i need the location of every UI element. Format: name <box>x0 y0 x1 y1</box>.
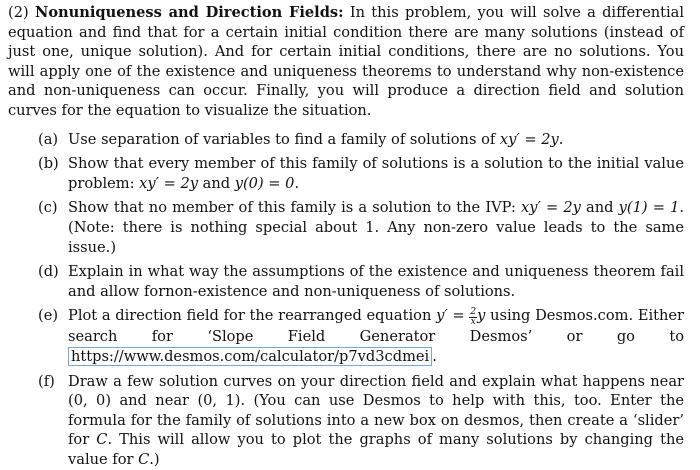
initial-condition: y(0) = 0 <box>234 174 295 192</box>
part-b <box>8 154 684 193</box>
part-label: (b) <box>38 155 59 173</box>
punct: . <box>558 130 564 148</box>
punct: . <box>679 199 684 217</box>
part-text-2: . (You can use Desmos to help with this, too. Enter the formula for the family of solutions into a new box on desmos, then create a ‘slider’ for <box>68 392 685 449</box>
constant-c: C <box>96 431 108 449</box>
initial-condition: y(1) = 1 <box>618 199 680 217</box>
equation: xy′ = 2y <box>139 174 198 192</box>
problem-intro: In this problem, you will solve a differential equation and find that for a certain initial condition there are many solutions (instead of just one, unique solution). And for certain initial conditions, there are no solutions. You will apply one of the existence and uniqueness theorems to understand why non-existence and non-uniqueness can occur. Finally, you will produce a direction field and solution curves for the equation to visualize the situation. <box>8 4 685 119</box>
part-text: Plot a direction field for the rearranged equation <box>68 307 432 325</box>
part-label: (e) <box>38 307 59 325</box>
part-text-and: and near <box>119 392 190 410</box>
part-d <box>8 262 684 301</box>
part-label: (a) <box>38 130 59 148</box>
conjunction: and <box>586 199 614 217</box>
problem-statement <box>8 3 684 121</box>
part-c <box>8 198 684 257</box>
punct: . <box>432 347 437 365</box>
desmos-link[interactable]: https://www.desmos.com/calculator/p7vd3cdmei <box>68 347 432 366</box>
punct: . <box>294 174 300 192</box>
part-text: Use separation of variables to find a family of solutions of <box>68 130 496 148</box>
part-text-4: .) <box>149 450 160 468</box>
part-a <box>8 130 684 150</box>
fraction-numerator: 2 <box>470 307 477 318</box>
conjunction: and <box>202 174 231 192</box>
part-label: (d) <box>38 263 59 281</box>
part-text: Explain in what way the assumptions of the existence and uniqueness theorem fail and allow fornon-existence and non-uniqueness of solutions. <box>68 263 684 300</box>
equation: xy′ = 2y <box>521 199 581 217</box>
part-note: (Note: there is nothing special about 1. Any non-zero value leads to the same issue.) <box>68 218 684 256</box>
problem-title: Nonuniqueness and Direction Fields: <box>34 4 344 21</box>
parts-list <box>8 130 684 470</box>
part-label: (f) <box>38 372 55 390</box>
part-text-3: . This will allow you to plot the graphs of many solutions by changing the value for <box>68 431 685 468</box>
fraction <box>469 308 477 327</box>
part-text: Draw a few solution curves on your direction field and explain what happens near <box>68 372 684 390</box>
fraction-denominator: x <box>470 317 476 328</box>
point-0-1: (0, 1) <box>197 392 241 410</box>
part-e <box>8 306 684 366</box>
point-origin: (0, 0) <box>68 392 112 410</box>
problem-number: (2) <box>8 4 29 21</box>
equation: xy′ = 2y <box>499 130 559 148</box>
part-f <box>8 372 684 470</box>
equation-rhs: y <box>477 307 486 325</box>
part-label: (c) <box>38 199 58 217</box>
constant-c-2: C <box>138 450 150 468</box>
part-text: Show that no member of this family is a solution to the IVP: <box>68 199 516 217</box>
part-text: Show that every member of this family of solutions is a solution to the initial value problem: <box>68 155 684 192</box>
equation-lhs: y′ = <box>436 307 465 325</box>
part-text-continued: using Desmos.com. Either search for ‘Slope Field Generator Desmos’ or go to <box>68 307 685 346</box>
